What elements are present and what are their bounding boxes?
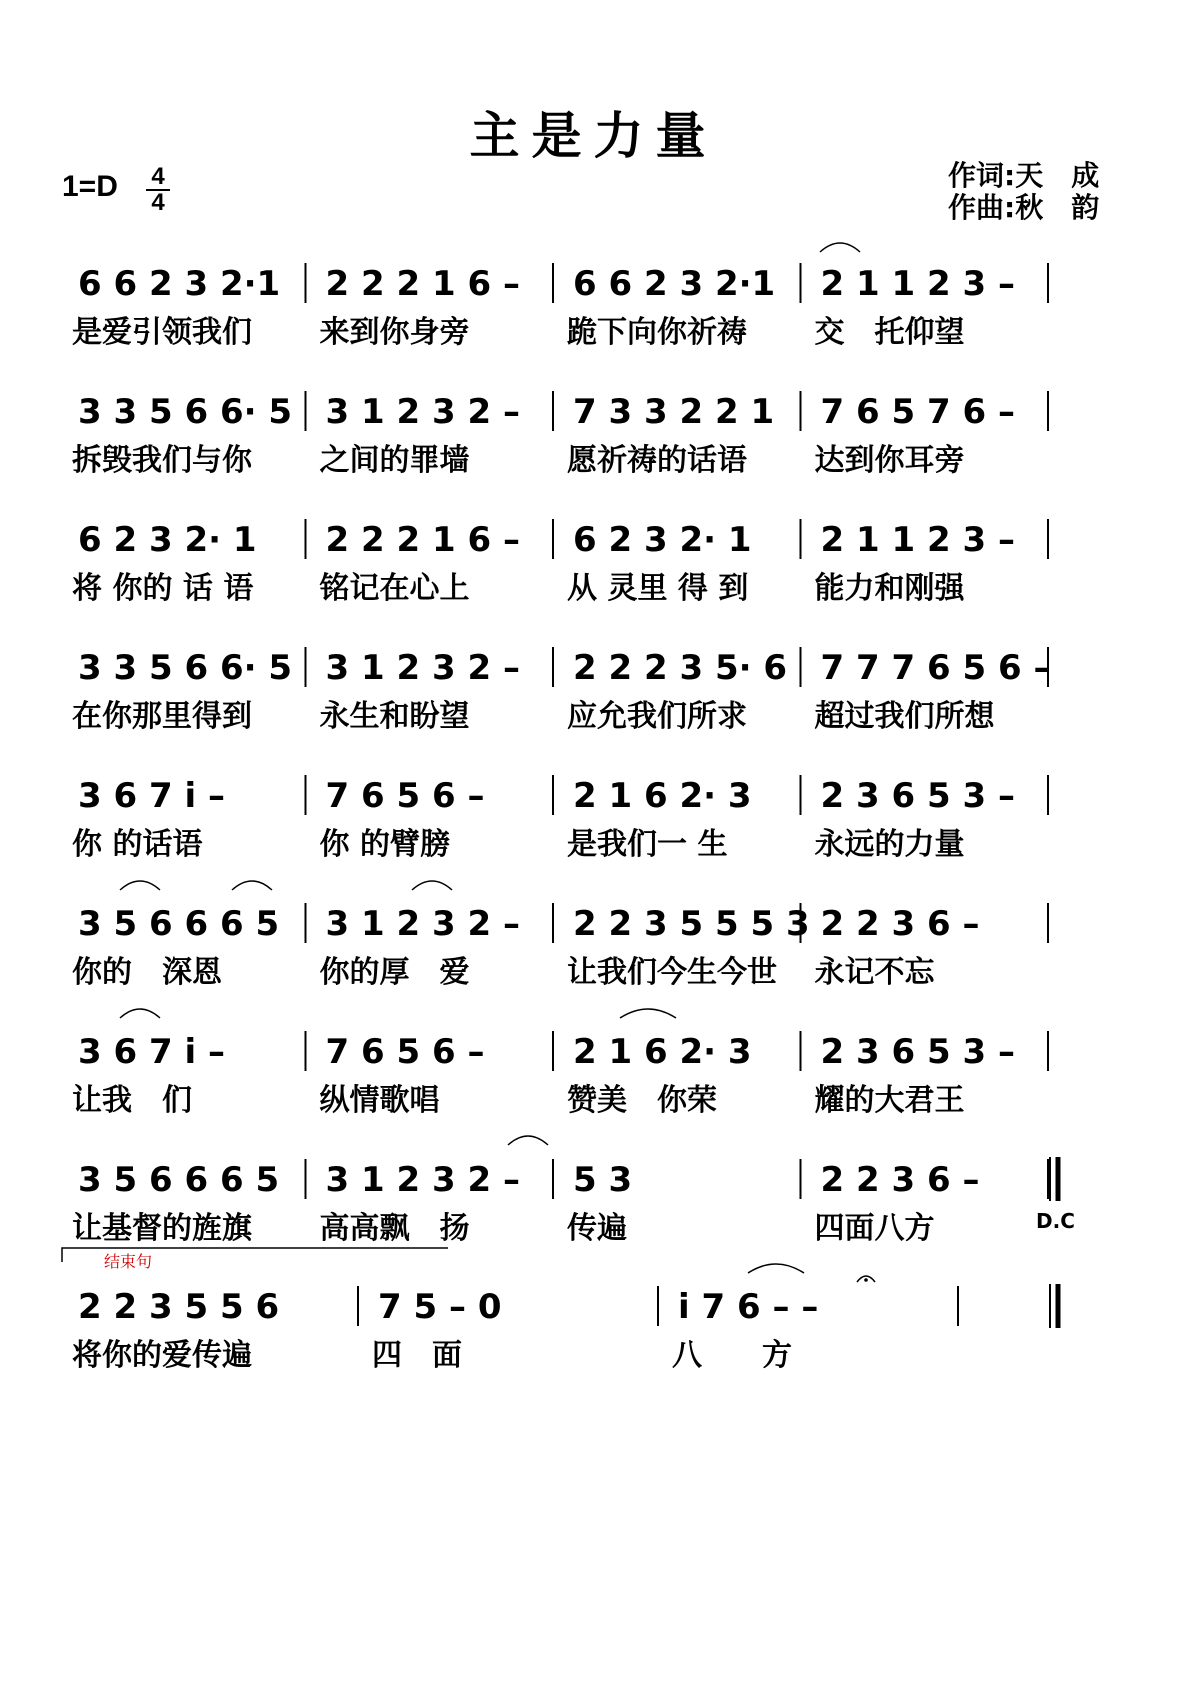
ending-label: 结束句 (104, 1252, 153, 1271)
note-group: 2 1 1 2 3 – (820, 520, 1015, 560)
lyric-text: 让我们今生今世 (567, 955, 777, 990)
note-group: 6 6 2 3 2·1 (573, 264, 776, 304)
lyric-text: 四 面 (372, 1338, 462, 1373)
note-group: 2 1 6 2· 3 (573, 776, 752, 816)
note-group: 2 2 2 1 6 – (325, 264, 520, 304)
slur (508, 1136, 548, 1145)
lyric-text: 应允我们所求 (567, 699, 747, 734)
time-signature-bottom: 4 (151, 189, 165, 216)
slur (748, 1264, 804, 1273)
slur (120, 881, 160, 890)
note-group: 3 1 2 3 2 – (325, 648, 520, 688)
lyric-text: 之间的罪墙 (319, 443, 470, 478)
note-group: 3 3 5 6 6· 5 (78, 648, 293, 688)
note-group: 2 2 3 6 – (820, 1160, 980, 1200)
note-group: 7 6 5 6 – (325, 776, 485, 816)
lyric-text: 你 的话语 (72, 827, 203, 862)
lyric-text: 跪下向你祈祷 (567, 315, 747, 350)
lyric-text: 从 灵里 得 到 (567, 571, 749, 606)
song-title: 主是力量 (469, 107, 718, 165)
note-group: 6 6 2 3 2·1 (78, 264, 281, 304)
lyric-text: 将 你的 话 语 (72, 571, 254, 606)
note-group: 3 6 7 i – (78, 1032, 225, 1072)
lyric-text: 在你那里得到 (72, 699, 252, 734)
dc-mark: D.C (1036, 1209, 1075, 1233)
note-group: 7 7 7 6 5 6 – (820, 648, 1051, 688)
lyric-text: 愿祈祷的话语 (567, 443, 747, 478)
note-group: 3 1 2 3 2 – (325, 1160, 520, 1200)
note-group: 3 3 5 6 6· 5 (78, 392, 293, 432)
note-group: 7 6 5 6 – (325, 1032, 485, 1072)
note-group: 7 5 – 0 (378, 1287, 502, 1327)
lyric-text: 永记不忘 (814, 955, 935, 990)
lyric-text: 能力和刚强 (814, 571, 965, 606)
lyric-text: 将你的爱传遍 (72, 1338, 252, 1373)
lyric-text: 来到你身旁 (319, 315, 470, 350)
lyricist-label: 作词: (948, 159, 1016, 192)
slur (620, 1009, 676, 1018)
slur (412, 881, 452, 890)
lyric-text: 是我们一 生 (567, 827, 728, 862)
note-group: 7 6 5 7 6 – (820, 392, 1015, 432)
note-group: 6 2 3 2· 1 (573, 520, 752, 560)
composer-name: 秋 韵 (1015, 191, 1100, 224)
lyric-text: 四面八方 (814, 1211, 935, 1246)
note-group: 2 2 2 1 6 – (325, 520, 520, 560)
lyric-text: 你 的臂膀 (319, 827, 450, 862)
note-group: 7 3 3 2 2 1 (573, 392, 775, 432)
lyric-text: 拆毁我们与你 (72, 443, 252, 478)
lyricist-name: 天 成 (1015, 159, 1100, 192)
slur (820, 243, 860, 252)
lyric-text: 你的 深恩 (72, 955, 222, 990)
note-group: 2 1 6 2· 3 (573, 1032, 752, 1072)
lyric-text: 传遍 (567, 1211, 627, 1246)
note-group: 6 2 3 2· 1 (78, 520, 257, 560)
note-group: 2 2 3 6 – (820, 904, 980, 944)
lyric-text: 纵情歌唱 (319, 1083, 440, 1118)
note-group: 3 5 6 6 6 5 (78, 1160, 280, 1200)
note-group: 3 6 7 i – (78, 776, 225, 816)
note-group: 5 3 (573, 1160, 633, 1200)
lyric-text: 交 托仰望 (814, 315, 965, 350)
slur (120, 1009, 160, 1018)
note-group: 3 1 2 3 2 – (325, 392, 520, 432)
note-group: 2 2 2 3 5· 6 (573, 648, 788, 688)
lyric-text: 高高飘 扬 (319, 1211, 470, 1246)
lyric-text: 让我 们 (72, 1083, 192, 1118)
note-group: 2 2 3 5 5 6 (78, 1287, 280, 1327)
lyric-text: 永远的力量 (814, 827, 965, 862)
note-group: 2 2 3 5 5 5 3 (573, 904, 810, 944)
note-group: 2 3 6 5 3 – (820, 776, 1015, 816)
lyric-text: 超过我们所想 (814, 699, 995, 734)
lyric-text: 铭记在心上 (319, 571, 470, 606)
lyric-text: 永生和盼望 (319, 699, 470, 734)
lyric-text: 耀的大君王 (814, 1083, 965, 1118)
slur (232, 881, 272, 890)
note-group: 3 1 2 3 2 – (325, 904, 520, 944)
lyric-text: 你的厚 爱 (319, 955, 470, 990)
time-signature-top: 4 (151, 163, 165, 190)
lyric-text: 达到你耳旁 (814, 443, 965, 478)
note-group: 3 5 6 6 6 5 (78, 904, 280, 944)
note-group: i 7 6 – – (678, 1287, 819, 1327)
lyric-text: 让基督的旌旗 (72, 1211, 252, 1246)
lyric-text: 赞美 你荣 (567, 1083, 717, 1118)
lyric-text: 是爱引领我们 (72, 315, 252, 350)
note-group: 2 1 1 2 3 – (820, 264, 1015, 304)
lyric-text: 八 方 (672, 1338, 792, 1373)
composer-label: 作曲: (948, 191, 1016, 224)
fermata-dot (864, 1278, 868, 1282)
key-signature: 1=D (62, 170, 118, 203)
note-group: 2 3 6 5 3 – (820, 1032, 1015, 1072)
